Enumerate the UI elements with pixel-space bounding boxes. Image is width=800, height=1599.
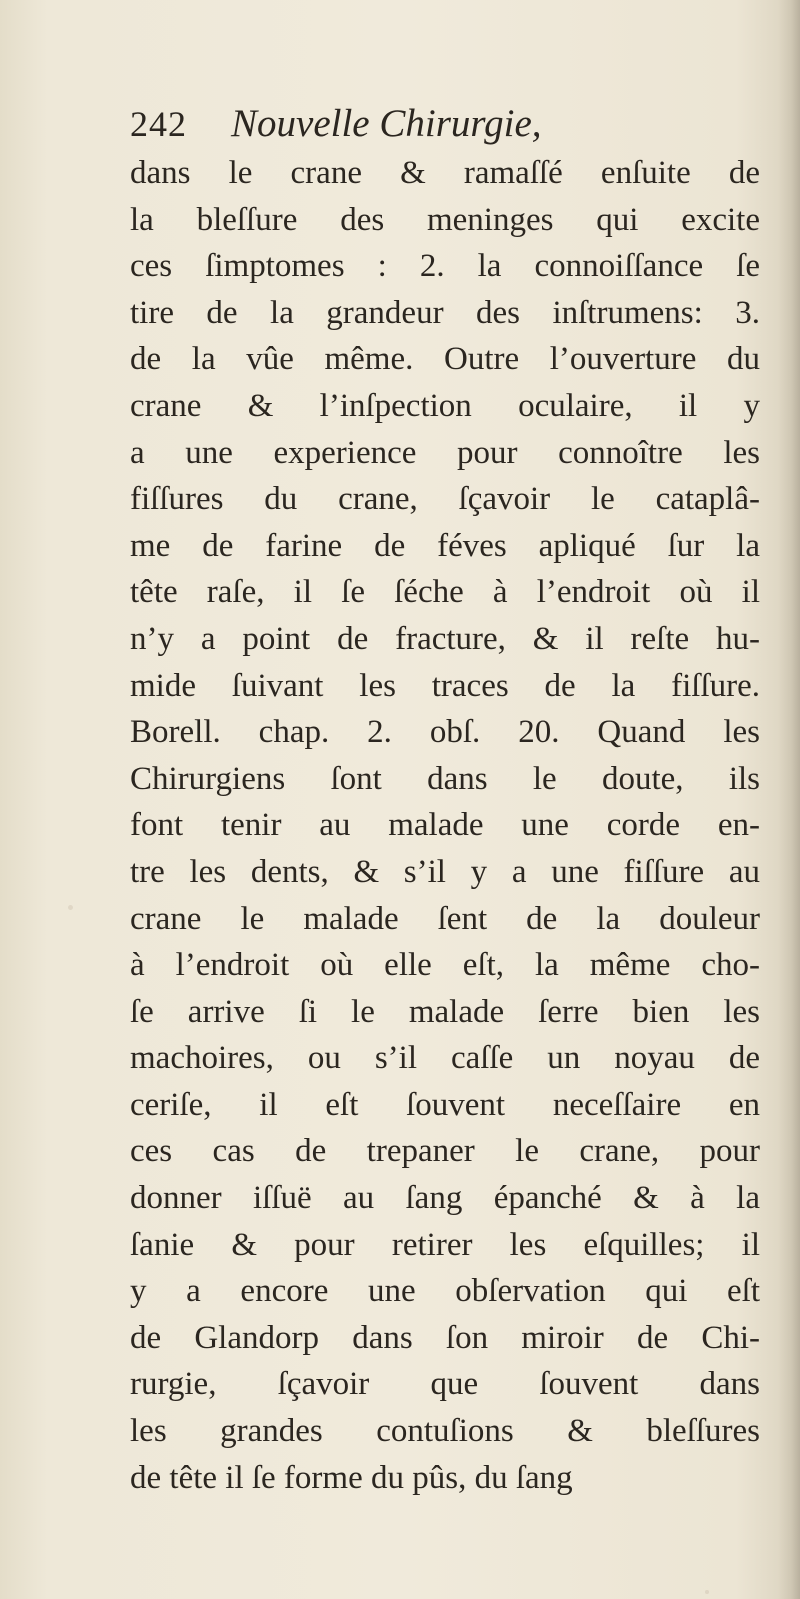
text-line: y a encore une obſervation qui eſt xyxy=(130,1273,760,1310)
text-line: de Glandorp dans ſon miroir de Chi- xyxy=(130,1319,760,1356)
text-line: ceriſe, il eſt ſouvent neceſſaire en xyxy=(130,1086,760,1123)
paper-spot xyxy=(68,905,73,910)
text-line: tête raſe, il ſe ſéche à l’endroit où il xyxy=(130,574,760,611)
text-line: fiſſures du crane, ſçavoir le cataplâ- xyxy=(130,481,760,518)
text-line: de la vûe même. Outre l’ouverture du xyxy=(130,341,760,378)
text-line: à l’endroit où elle eſt, la même cho- xyxy=(130,947,760,984)
text-line: dans le crane & ramaſſé enſuite de xyxy=(130,155,760,191)
text-line: ſanie & pour retirer les eſquilles; il xyxy=(130,1226,760,1263)
page-gutter-shadow xyxy=(778,0,800,1599)
text-line: donner iſſuë au ſang épanché & à la xyxy=(130,1180,760,1217)
text-line: ces cas de trepaner le crane, pour xyxy=(130,1133,760,1170)
text-line: font tenir au malade une corde en- xyxy=(130,807,760,844)
page-number: 242 xyxy=(130,104,187,144)
text-line: mide ſuivant les traces de la fiſſure. xyxy=(130,667,760,704)
page-text-block xyxy=(130,98,760,1501)
paper-spot xyxy=(705,1590,709,1594)
text-line: a une experience pour connoître les xyxy=(130,434,760,471)
text-line: la bleſſure des meninges qui excite xyxy=(130,201,760,238)
text-line: de tête il ſe forme du pûs, du ſang xyxy=(130,1459,573,1496)
text-line: crane le malade ſent de la douleur xyxy=(130,900,760,937)
text-line: rurgie, ſçavoir que ſouvent dans xyxy=(130,1366,760,1403)
text-line: les grandes contuſions & bleſſures xyxy=(130,1413,760,1450)
text-line: tire de la grandeur des inſtrumens: 3. xyxy=(130,294,760,331)
text-line: tre les dents, & s’il y a une fiſſure au xyxy=(130,853,760,890)
running-head: Nouvelle Chirurgie, xyxy=(231,102,542,145)
text-line: n’y a point de fracture, & il reſte hu- xyxy=(130,620,760,657)
text-line: ces ſimptomes : 2. la connoiſſance ſe xyxy=(130,248,760,285)
text-line: machoires, ou s’il caſſe un noyau de xyxy=(130,1040,760,1077)
text-line: crane & l’inſpection oculaire, il y xyxy=(130,387,760,424)
text-line: me de farine de féves apliqué ſur la xyxy=(130,527,760,564)
text-line: Borell. chap. 2. obſ. 20. Quand les xyxy=(130,714,760,751)
page-header xyxy=(130,98,760,150)
text-line: Chirurgiens ſont dans le doute, ils xyxy=(130,760,760,797)
text-line: ſe arrive ſi le malade ſerre bien les xyxy=(130,993,760,1030)
